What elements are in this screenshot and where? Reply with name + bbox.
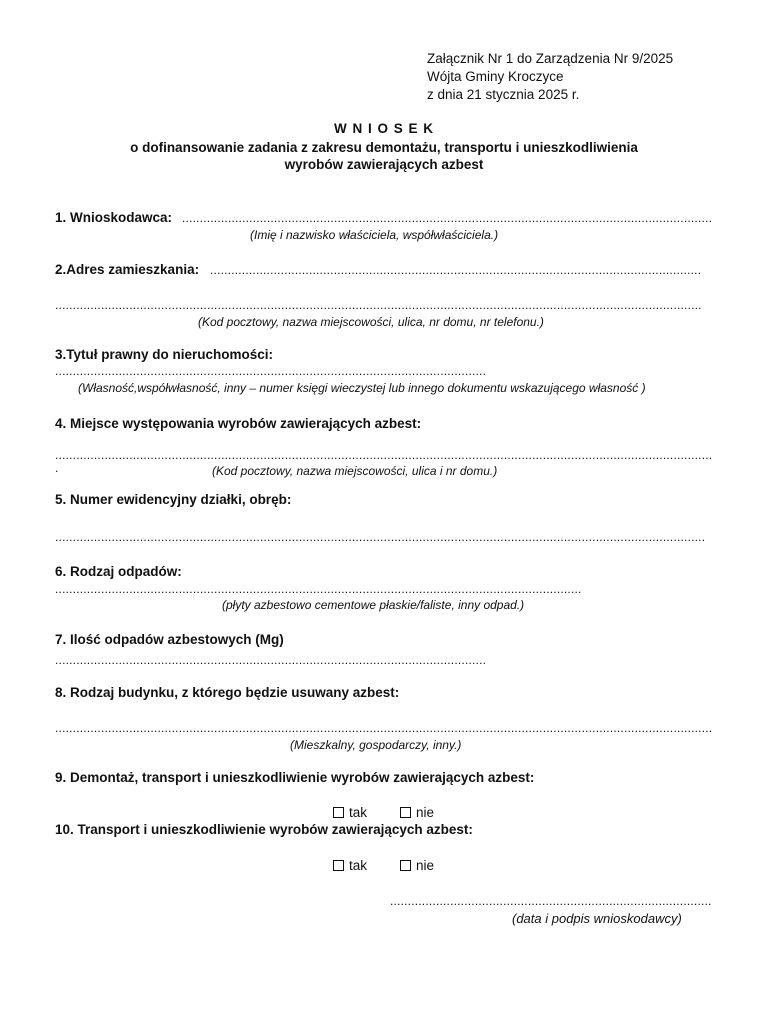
s1-hint: (Imię i nazwisko właściciela, współwłaściciela.) <box>250 228 499 242</box>
header-line-2: Wójta Gminy Kroczyce <box>427 69 564 84</box>
s10-no-label: nie <box>416 858 435 873</box>
s8-field[interactable] <box>55 721 712 735</box>
s9-option-no[interactable] <box>400 805 434 820</box>
s3-field[interactable] <box>55 364 485 378</box>
document-title: W N I O S E K <box>333 121 434 136</box>
header-line-1: Załącznik Nr 1 do Zarządzenia Nr 9/2025 <box>427 51 674 66</box>
s2-field-2[interactable] <box>55 298 702 312</box>
s4-field[interactable] <box>55 448 711 462</box>
s4-label: 4. Miejsce występowania wyrobów zawierających azbest: <box>55 416 422 431</box>
s5-label: 5. Numer ewidencyjny działki, obręb: <box>55 492 292 507</box>
s6-hint: (płyty azbestowo cementowe płaskie/faliste, inny odpad.) <box>222 598 525 612</box>
s9-no-checkbox[interactable] <box>400 807 411 818</box>
header-line-3: z dnia 21 stycznia 2025 r. <box>427 87 580 102</box>
s10-option-no[interactable] <box>400 858 434 873</box>
s3-hint: (Własność,współwłasność, inny – numer księgi wieczystej lub innego dokumentu wskazującego własność ) <box>78 381 646 395</box>
s7-label: 7. Ilość odpadów azbestowych (Mg) <box>55 632 284 647</box>
document-subtitle-1: o dofinansowanie zadania z zakresu demontażu, transportu i unieszkodliwienia <box>130 140 638 155</box>
s8-label: 8. Rodzaj budynku, z którego będzie usuwany azbest: <box>55 685 400 700</box>
signature-field[interactable] <box>390 894 712 908</box>
s10-no-checkbox[interactable] <box>400 860 411 871</box>
s4-hint: (Kod pocztowy, nazwa miejscowości, ulica i nr domu.) <box>212 464 498 478</box>
s10-option-yes[interactable] <box>333 858 367 873</box>
s9-yes-checkbox[interactable] <box>333 807 344 818</box>
signature-hint: (data i podpis wnioskodawcy) <box>512 911 682 926</box>
s10-label: 10. Transport i unieszkodliwienie wyrobów zawierających azbest: <box>55 822 473 837</box>
s2-field-1[interactable] <box>210 263 702 277</box>
s9-no-label: nie <box>416 805 435 820</box>
s9-yes-label: tak <box>349 805 368 820</box>
s8-hint: (Mieszkalny, gospodarczy, inny.) <box>290 738 462 752</box>
s1-label: 1. Wnioskodawca: <box>55 210 173 225</box>
s2-label: 2.Adres zamieszkania: <box>55 262 200 277</box>
s6-label: 6. Rodzaj odpadów: <box>55 564 182 579</box>
s1-field[interactable] <box>182 211 712 225</box>
s10-yes-label: tak <box>349 858 368 873</box>
s6-field[interactable] <box>55 582 581 596</box>
s3-label: 3.Tytuł prawny do nieruchomości: <box>55 347 274 362</box>
s5-field[interactable] <box>55 530 704 544</box>
document-subtitle-2: wyrobów zawierających azbest <box>284 157 484 172</box>
s9-option-yes[interactable] <box>333 805 367 820</box>
s7-field[interactable] <box>55 653 485 667</box>
s9-label: 9. Demontaż, transport i unieszkodliwienie wyrobów zawierających azbest: <box>55 770 535 785</box>
s4-dot: . <box>55 461 59 475</box>
s2-hint: (Kod pocztowy, nazwa miejscowości, ulica, nr domu, nr telefonu.) <box>198 315 544 329</box>
s10-yes-checkbox[interactable] <box>333 860 344 871</box>
